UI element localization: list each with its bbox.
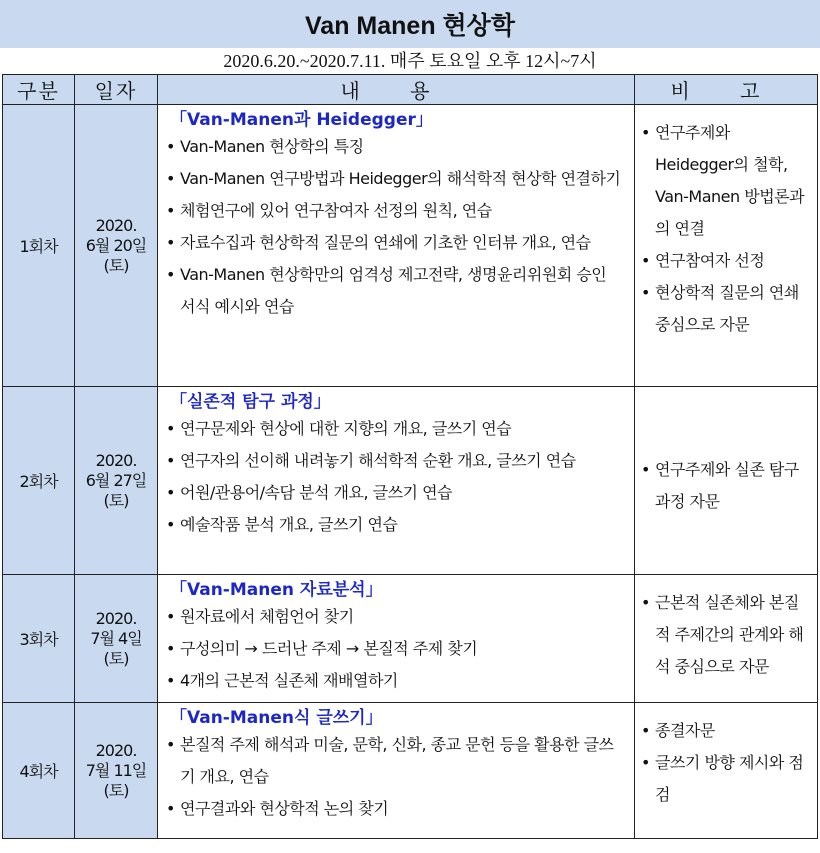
content-item: • 연구자의 선이해 내려놓기 해석학적 순환 개요, 글쓰기 연습 (164, 445, 624, 477)
date-line: 6월 27일 (85, 470, 147, 490)
note-cell (635, 703, 818, 839)
date-cell (75, 575, 158, 703)
header-content: 내 용 (158, 75, 635, 105)
note-cell (635, 575, 818, 703)
content-item: • 연구결과와 현상학적 논의 찾기 (164, 793, 624, 825)
content-item: • 원자료에서 체험언어 찾기 (164, 601, 624, 633)
note-cell (635, 387, 818, 575)
note-item: • 글쓰기 방향 제시와 점검 (641, 747, 811, 811)
content-item: • 자료수집과 현상학적 질문의 연쇄에 기초한 인터뷰 개요, 연습 (164, 227, 624, 259)
header-note: 비 고 (635, 75, 818, 105)
table-row (3, 105, 818, 387)
note-item: • 연구참여자 선정 (641, 245, 811, 277)
content-item: • Van-Manen 연구방법과 Heidegger의 해석학적 현상학 연결하기 (164, 163, 624, 195)
schedule-line: 2020.6.20.~2020.7.11. 매주 토요일 오후 12시~7시 (223, 51, 597, 71)
note-item: • 현상학적 질문의 연쇄 중심으로 자문 (641, 277, 811, 341)
note-item: • 종결자문 (641, 715, 811, 747)
note-item: • 연구주제와 Heidegger의 철학, Van-Manen 방법론과의 연결 (641, 117, 811, 245)
date-line: (토) (103, 648, 129, 668)
date-cell (75, 387, 158, 575)
content-cell (158, 703, 635, 839)
session-cell: 3회차 (3, 575, 75, 703)
schedule-table (2, 74, 818, 839)
date-line: 7월 4일 (90, 628, 142, 648)
content-title: 「Van-Manen 자료분석」 (170, 580, 383, 600)
date-cell (75, 703, 158, 839)
content-cell (158, 105, 635, 387)
date-line: 2020. (95, 215, 137, 235)
content-item: • Van-Manen 현상학만의 엄격성 제고전략, 생명윤리위원회 승인 서식 예시와 연습 (164, 259, 624, 323)
table-header-row (3, 75, 818, 105)
page-title: Van Manen 현상학 (305, 12, 515, 40)
content-cell (158, 387, 635, 575)
title-bar (0, 0, 820, 48)
date-line: (토) (103, 255, 129, 275)
content-item: • 4개의 근본적 실존체 재배열하기 (164, 665, 624, 697)
content-title: 「Van-Manen과 Heidegger」 (170, 110, 433, 130)
content-item: • 어원/관용어/속담 분석 개요, 글쓰기 연습 (164, 477, 624, 509)
session-cell: 4회차 (3, 703, 75, 839)
date-line: (토) (103, 490, 129, 510)
table-row (3, 575, 818, 703)
date-line: 2020. (95, 608, 137, 628)
header-date: 일자 (75, 75, 158, 105)
content-item: • 구성의미 → 드러난 주제 → 본질적 주제 찾기 (164, 633, 624, 665)
date-cell (75, 105, 158, 387)
content-item: • 예술작품 분석 개요, 글쓰기 연습 (164, 509, 624, 541)
note-item: • 근본적 실존체와 본질적 주제간의 관계와 해석 중심으로 자문 (641, 587, 811, 683)
date-line: 2020. (95, 740, 137, 760)
content-title: 「Van-Manen식 글쓰기」 (170, 708, 383, 728)
content-cell (158, 575, 635, 703)
content-item: • Van-Manen 현상학의 특징 (164, 131, 624, 163)
content-title: 「실존적 탐구 과정」 (170, 392, 331, 412)
date-line: 2020. (95, 450, 137, 470)
note-item: • 연구주제와 실존 탐구과정 자문 (641, 454, 811, 518)
content-item: • 본질적 주제 해석과 미술, 문학, 신화, 종교 문헌 등을 활용한 글쓰기 개요, 연습 (164, 729, 624, 793)
header-session: 구분 (3, 75, 75, 105)
date-line: 6월 20일 (85, 235, 147, 255)
date-line: 7월 11일 (85, 760, 147, 780)
note-cell (635, 105, 818, 387)
content-item: • 연구문제와 현상에 대한 지향의 개요, 글쓰기 연습 (164, 413, 624, 445)
date-line: (토) (103, 780, 129, 800)
session-cell: 1회차 (3, 105, 75, 387)
table-row (3, 703, 818, 839)
table-row (3, 387, 818, 575)
content-item: • 체험연구에 있어 연구참여자 선정의 원칙, 연습 (164, 195, 624, 227)
session-cell: 2회차 (3, 387, 75, 575)
